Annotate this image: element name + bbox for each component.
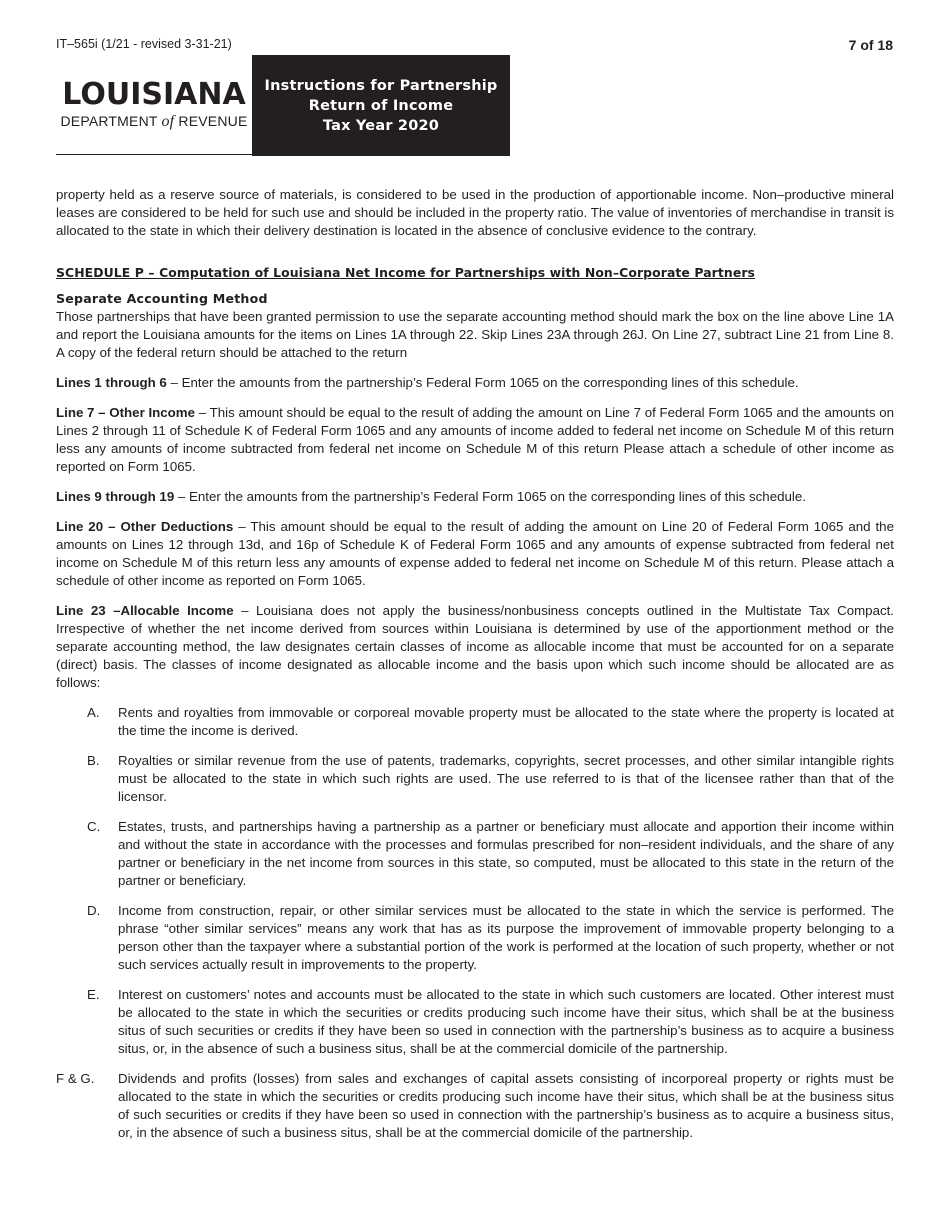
title-line-1: Instructions for Partnership [264, 77, 498, 94]
list-item [56, 818, 894, 890]
list-text: Rents and royalties from immovable or corporeal movable property must be allocated to the state where the property is located at the time the income is derived. [118, 705, 894, 738]
list-text: Dividends and profits (losses) from sales and exchanges of capital assets consisting of incorporeal property or rights must be allocated to the state in which the securities or credits producing such income have their situs, which shall be at the business situs of such securities or credits if they have been so used in connection with the partnership’s business as to acquire a business situs, or, in the absence of such a business situs, shall be at the commercial domicile of the partnership. [118, 1071, 894, 1140]
list-marker: E. [87, 987, 100, 1002]
list-item [56, 986, 894, 1058]
page-number: 7 of 18 [848, 37, 893, 53]
lines-1-6-paragraph: Lines 1 through 6 – Enter the amounts from the partnership’s Federal Form 1065 on the corresponding lines of this schedule. [56, 375, 799, 390]
title-line-2: Return of Income [308, 97, 454, 114]
logo-department: DEPARTMENT of REVENUE [60, 112, 248, 130]
page-header [56, 55, 510, 156]
title-line-3: Tax Year 2020 [322, 117, 440, 134]
list-marker: D. [87, 903, 101, 918]
list-item [56, 752, 894, 806]
document-title [252, 55, 510, 156]
line-20-paragraph: Line 20 – Other Deductions – This amount should be equal to the result of adding the amount on Line 20 of Federal Form 1065 and the amounts on Lines 12 through 13d, and 16p of Schedule K of Federal Form 1065 and any amounts of expense subtracted from federal net income on Schedule M of this return less any amounts of expense added to federal net income on Schedule M of this return. Please attach a schedule of other income as reported on Form 1065. [56, 519, 894, 588]
line-23-paragraph: Line 23 –Allocable Income – Louisiana does not apply the business/nonbusiness concepts outlined in the Multistate Tax Compact. Irrespective of whether the net income derived from sources within Louisiana is determined by use of the apportionment method or the separate accounting method, the law designates certain classes of income as allocable income that must be accounted for on a separate (direct) basis. The classes of income designated as allocable income and the basis upon which such income should be allocated are as follows: [56, 603, 895, 690]
list-text: Estates, trusts, and partnerships having a partnership as a partner or beneficiary must allocate and apportion their income within and without the state in accordance with the processes and formulas prescribed for non–resident individuals, and the share of any partner or beneficiary in the net income from sources in this state, so computed, must be allocated to this state in the return of the partner or beneficiary. [118, 819, 894, 888]
logo-name: LOUISIANA [62, 76, 246, 112]
list-text: Interest on customers’ notes and accounts must be allocated to the state in which such customers are located. Other interest must be allocated to the state in which the securities or credits producing such income have their situs, which shall be at the business situs of such securities or credits if they have been so used in connection with the partnership’s business as to acquire a business situs, or, in the absence of such a business situs, shall be at the commercial domicile of the partnership. [118, 987, 894, 1056]
document-body [56, 186, 894, 1142]
separate-accounting-heading: Separate Accounting Method [56, 291, 268, 306]
list-marker: C. [87, 819, 101, 834]
intro-paragraph: property held as a reserve source of materials, is considered to be used in the production of apportionable income. Non–productive mineral leases are considered to be held for such use and should be included in the property ratio. The value of inventories of merchandise in transit is allocated to the state in which their delivery destination is located in the absence of conclusive evidence to the contrary. [56, 187, 894, 238]
list-item [56, 704, 894, 740]
schedule-heading: SCHEDULE P – Computation of Louisiana Net Income for Partnerships with Non–Corporate Partners [56, 265, 756, 280]
list-marker: A. [87, 705, 100, 720]
list-marker: F & G. [56, 1071, 95, 1086]
list-text: Income from construction, repair, or other similar services must be allocated to the state in which the service is performed. The phrase “other similar services” means any work that has as its purpose the improvement of immovable property belonging to a person other than the taxpayer where a substantial portion of the work is performed at the location of such property, whether or not such services actually result in improvements to the property. [118, 903, 894, 972]
louisiana-logo [56, 55, 252, 155]
list-item [56, 902, 894, 974]
list-item [56, 1070, 894, 1142]
list-marker: B. [87, 753, 100, 768]
separate-accounting-text: Those partnerships that have been granted permission to use the separate accounting method should mark the box on the line above Line 1A and report the Louisiana amounts for the items on Lines 1A through 22. Skip Lines 23A through 26J. On Line 27, subtract Line 21 from Line 8. A copy of the federal return should be attached to the return [56, 309, 894, 360]
lines-9-19-paragraph: Lines 9 through 19 – Enter the amounts from the partnership’s Federal Form 1065 on the corresponding lines of this schedule. [56, 489, 806, 504]
line-7-paragraph: Line 7 – Other Income – This amount should be equal to the result of adding the amount on Line 7 of Federal Form 1065 and the amounts on Lines 2 through 11 of Schedule K of Federal Form 1065 and any amounts of income added to federal net income on Schedule M of this return less any amounts of income subtracted from federal net income on Schedule M of this return Please attach a schedule of other income as reported on Form 1065. [56, 405, 894, 474]
form-id: IT–565i (1/21 - revised 3-31-21) [56, 37, 232, 51]
list-text: Royalties or similar revenue from the use of patents, trademarks, copyrights, secret processes, and other similar intangible rights must be allocated to the state in which such rights are used. The use referred to is that of the licensee rather than that of the licensor. [118, 753, 894, 804]
